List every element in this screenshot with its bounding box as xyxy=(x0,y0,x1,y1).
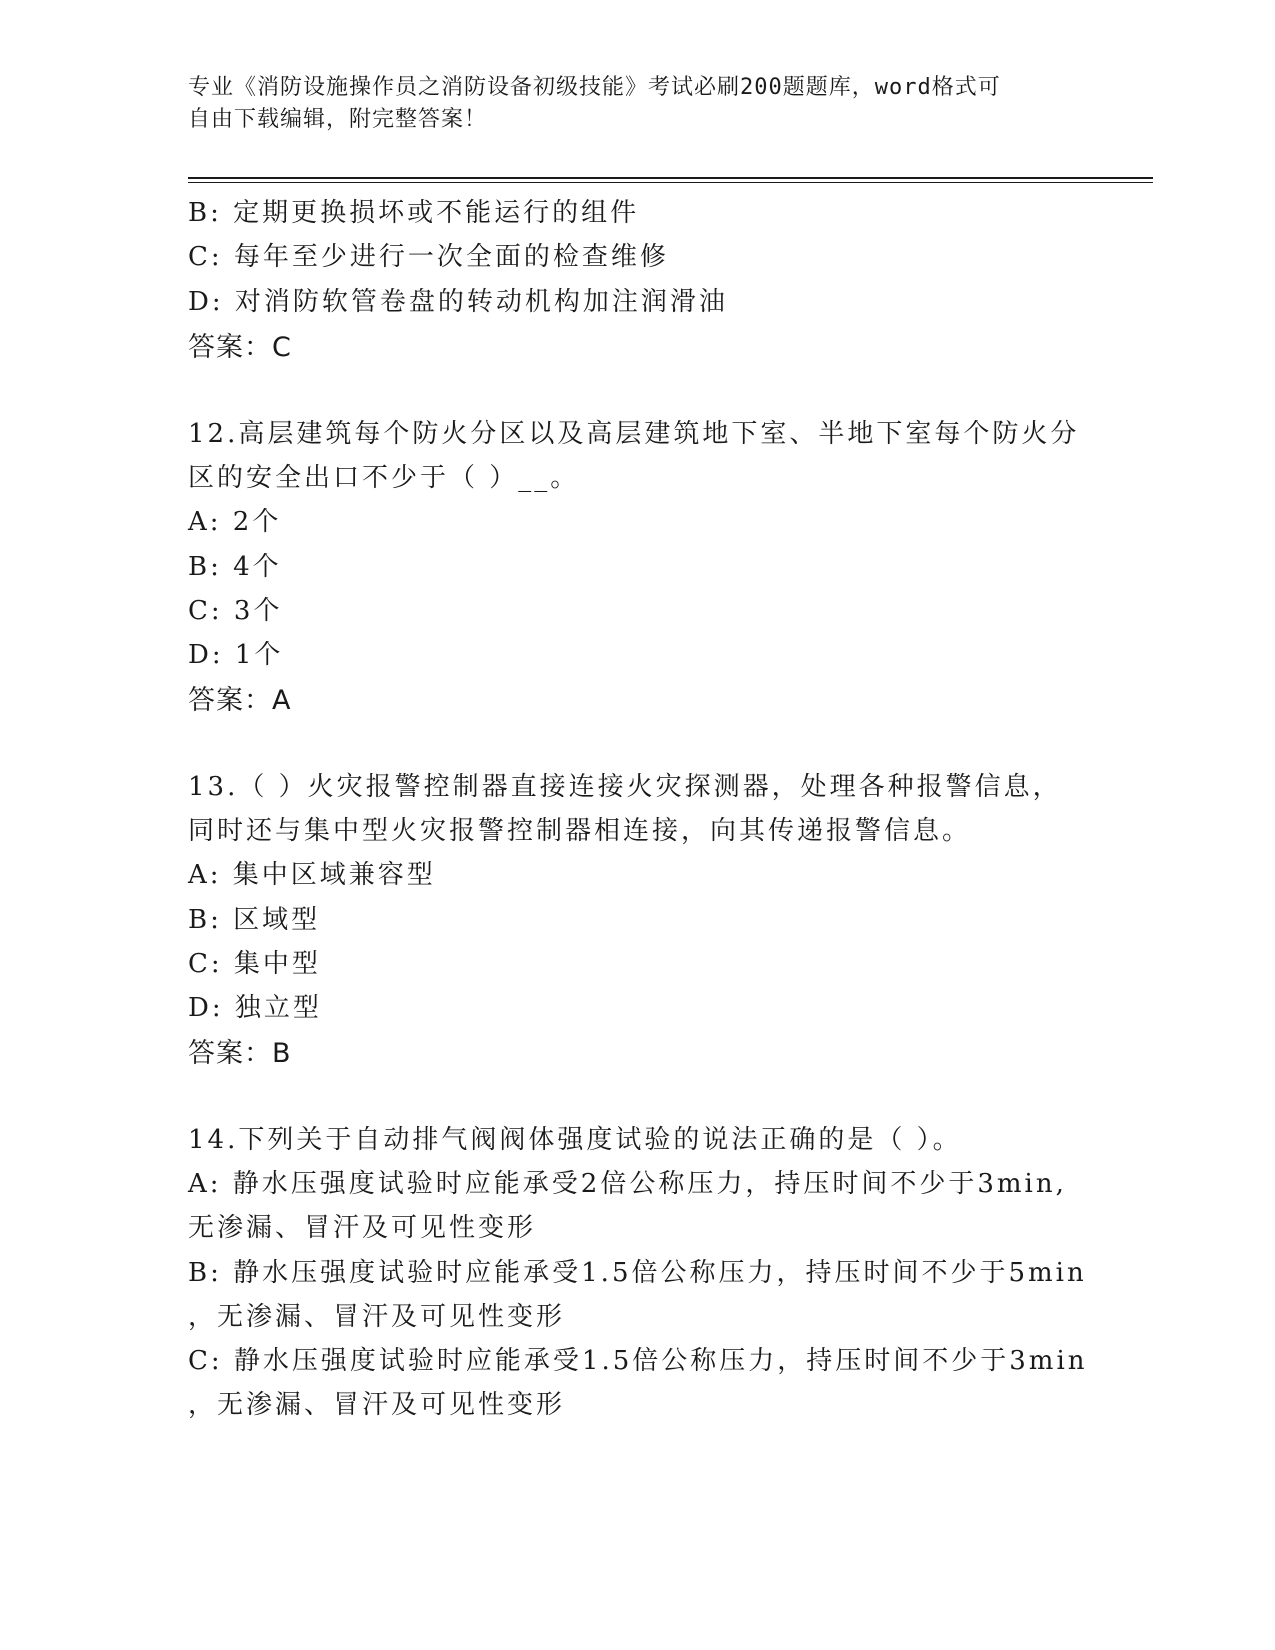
q14-option-b-line-1: B: 静水压强度试验时应能承受1.5倍公称压力，持压时间不少于5min xyxy=(188,1258,1087,1288)
header-rule-thick xyxy=(188,177,1153,179)
q11-option-d: D: 对消防软管卷盘的转动机构加注润滑油 xyxy=(188,287,728,317)
q13-stem-line-1: 13.（ ）火灾报警控制器直接连接火灾探测器，处理各种报警信息， xyxy=(188,772,1062,802)
q14-option-b-line-2: ，无渗漏、冒汗及可见性变形 xyxy=(188,1302,566,1332)
q11-option-b: B: 定期更换损坏或不能运行的组件 xyxy=(188,198,640,228)
document-header xyxy=(188,72,1088,136)
q12-stem-line-1: 12.高层建筑每个防火分区以及高层建筑地下室、半地下室每个防火分 xyxy=(188,419,1080,449)
q14-option-a-line-1: A: 静水压强度试验时应能承受2倍公称压力，持压时间不少于3min, xyxy=(188,1169,1067,1199)
header-line-1: 专业《消防设施操作员之消防设备初级技能》考试必刷200题题库，word格式可 xyxy=(188,75,1001,100)
q13-answer: 答案：B xyxy=(188,1038,292,1069)
q11-answer: 答案：C xyxy=(188,332,292,363)
q12-option-c: C: 3个 xyxy=(188,596,283,626)
q11-option-c: C: 每年至少进行一次全面的检查维修 xyxy=(188,242,669,272)
q13-option-b: B: 区域型 xyxy=(188,905,321,935)
q12-option-a: A: 2个 xyxy=(188,507,282,537)
q12-option-b: B: 4个 xyxy=(188,552,282,582)
q12-option-d: D: 1个 xyxy=(188,640,284,670)
header-rule-thin xyxy=(188,182,1153,183)
q12-stem-line-2: 区的安全出口不少于（ ）__。 xyxy=(188,463,580,493)
q12-answer: 答案：A xyxy=(188,685,292,716)
q14-option-a-line-2: 无渗漏、冒汗及可见性变形 xyxy=(188,1213,537,1243)
q13-option-c: C: 集中型 xyxy=(188,949,321,979)
q14-stem: 14.下列关于自动排气阀阀体强度试验的说法正确的是（ ）。 xyxy=(188,1125,962,1155)
q13-option-a: A: 集中区域兼容型 xyxy=(188,860,436,890)
q14-option-c-line-2: ，无渗漏、冒汗及可见性变形 xyxy=(188,1390,566,1420)
q13-stem-line-2: 同时还与集中型火灾报警控制器相连接，向其传递报警信息。 xyxy=(188,816,972,846)
q13-option-d: D: 独立型 xyxy=(188,993,322,1023)
header-line-2: 自由下载编辑，附完整答案！ xyxy=(188,107,488,132)
q14-option-c-line-1: C: 静水压强度试验时应能承受1.5倍公称压力，持压时间不少于3min xyxy=(188,1346,1088,1376)
